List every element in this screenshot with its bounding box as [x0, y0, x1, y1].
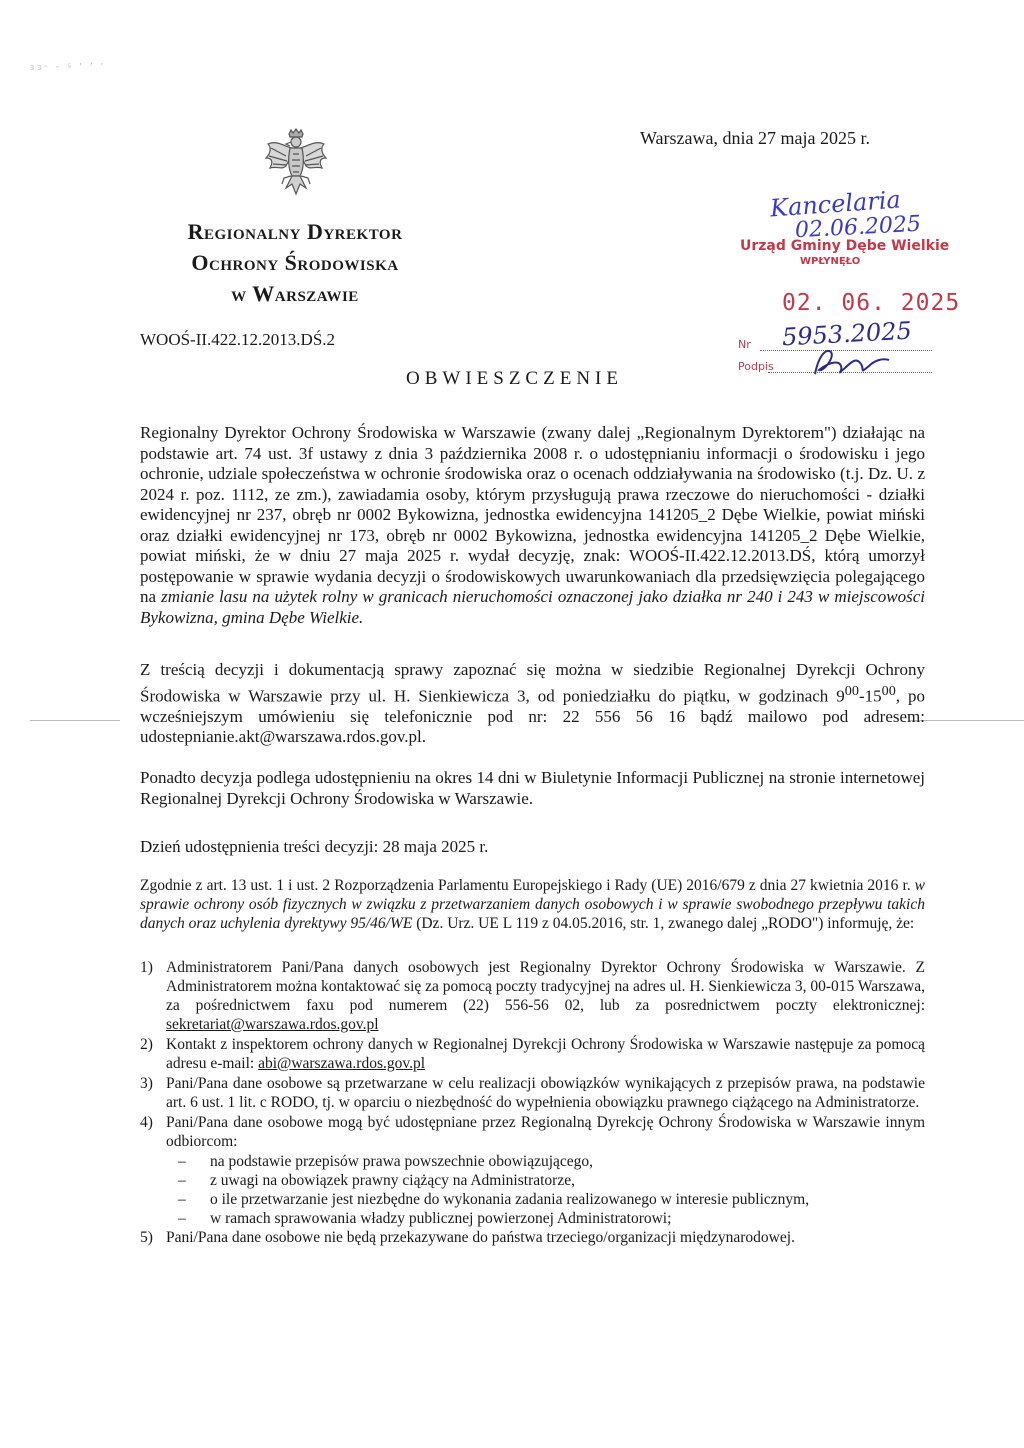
stamp-handwritten-chancellery: Kancelaria [769, 185, 902, 223]
notice-paragraph-bip: Ponadto decyzja podlega udostępnieniu na okres 14 dni w Biuletynie Informacji Publicznej na stronie internetowej Regionalnej Dyrekcji Ochrony Środowiska w Warszawie. [140, 768, 925, 808]
gdpr-subitem [140, 1190, 925, 1209]
gdpr-item-text: Kontakt z inspektorem ochrony danych w Regionalnej Dyrekcji Ochrony Środowiska w Warszawie następuje za pomocą adresu e-mail: [166, 1036, 925, 1072]
authority-line-2: Ochrony Środowiska [191, 250, 399, 275]
gdpr-item-number: 3) [140, 1075, 153, 1092]
dash-bullet: – [178, 1210, 186, 1227]
stamp-signature-label: Podpis [738, 360, 774, 373]
hours-separator: -15 [858, 686, 882, 706]
gdpr-item-text: Administratorem Pani/Pana danych osobowych jest Regionalny Dyrektor Ochrony Środowiska w Warszawie. Z Administratorem można kontaktować się za pomocą poczty tradycyjnej na adres ul. H. Sienkiewicza 3, 00-015 Warszawa, za pośrednictwem faxu pod numerem (22) 556-56 02, lub za posrednictwem poczty elektronicznej: [166, 959, 926, 1014]
gdpr-item-2 [140, 1035, 925, 1073]
stamp-date: 02. 06. 2025 [782, 290, 961, 316]
dpo-email-link[interactable]: abi@warszawa.rdos.gov.pl [258, 1055, 426, 1072]
gdpr-subitem-text: na podstawie przepisów prawa powszechnie obowiązującego, [210, 1153, 594, 1170]
stamp-number-value: 5953.2025 [781, 316, 913, 352]
gdpr-subitem [140, 1171, 925, 1190]
gdpr-item-4 [140, 1113, 925, 1151]
notice-paragraph-decision [140, 423, 925, 628]
notice-paragraph-publication-date: Dzień udostępnienia treści decyzji: 28 maja 2025 r. [140, 837, 489, 856]
stamp-number-label: Nr [738, 338, 751, 351]
gdpr-intro-start: Zgodnie z art. 13 ust. 1 i ust. 2 Rozporządzenia Parlamentu Europejskiego i Rady (UE) 2016/679 z dnia 27 kwietnia 2016 r. [140, 877, 915, 894]
dash-bullet: – [178, 1191, 186, 1208]
handwritten-signature [805, 344, 895, 382]
project-description: zmianie lasu na użytek rolny w granicach nieruchomości oznaczonej jako działka nr 240 i 243 w miejscowości Bykowizna, gmina Dębe Wielkie. [140, 587, 925, 627]
scan-specks: ɜɜ· ᵕ ⁵ ʹ ʹ ʹ [30, 62, 107, 73]
authority-line-3: w Warszawie [231, 281, 359, 306]
authority-line-1: Regionalny Dyrektor [187, 219, 403, 244]
stamp-office-name: Urząd Gminy Dębe Wielkie [740, 238, 950, 254]
gdpr-item-text: Pani/Pana dane osobowe są przetwarzane w celu realizacji obowiązków wynikających z przepisów prawa, na podstawie art. 6 ust. 1 lit. c RODO, tj. w oparciu o niezbędność do wypełnienia obowiązku prawnego ciążącego na Administratorze. [166, 1075, 925, 1111]
gdpr-intro [140, 876, 925, 933]
stamp-handwritten-date: 02.06.2025 [794, 211, 922, 244]
gdpr-item-text: Pani/Pana dane osobowe nie będą przekazywane do państwa trzeciego/organizacji międzynarodowej. [166, 1229, 795, 1246]
notice-paragraph-access [140, 660, 925, 748]
secretariat-email-link[interactable]: sekretariat@warszawa.rdos.gov.pl [166, 1016, 379, 1033]
gdpr-intro-end: (Dz. Urz. UE L 119 z 04.05.2016, str. 1, zwanego dalej „RODO") informuję, że: [412, 915, 915, 932]
dash-bullet: – [178, 1153, 186, 1170]
stamp-received-label: WPŁYNĘŁO [800, 256, 861, 267]
gdpr-list [140, 958, 925, 1248]
gdpr-subitem-text: o ile przetwarzanie jest niezbędne do wykonania zadania realizowanego w interesie publicznym, [210, 1191, 810, 1208]
gdpr-item-3 [140, 1074, 925, 1112]
hours-end-minutes: 00 [881, 682, 896, 699]
regulation-title: w sprawie ochrony osób fizycznych w związku z przetwarzaniem danych osobowych i w sprawie swobodnego przepływu takich danych oraz uchylenia dyrektywy 95/46/WE [140, 877, 925, 932]
hours-start-minutes: 00 [844, 682, 859, 699]
issuing-authority [130, 216, 460, 309]
gdpr-item-5 [140, 1228, 925, 1247]
gdpr-subitem [140, 1209, 925, 1228]
gdpr-item-number: 1) [140, 959, 153, 976]
gdpr-item-number: 5) [140, 1229, 153, 1246]
gdpr-subitem [140, 1152, 925, 1171]
gdpr-subitem-text: z uwagi na obowiązek prawny ciążący na Administratorze, [210, 1172, 575, 1189]
gdpr-subitem-text: w ramach sprawowania władzy publicznej powierzonej Administratorowi; [210, 1210, 672, 1227]
notice-paragraph-decision-text: Regionalny Dyrektor Ochrony Środowiska w Warszawie (zwany dalej „Regionalnym Dyrektorem") działając na podstawie art. 74 ust. 3f ustawy z dnia 3 października 2008 r. o udostępnianiu informacji o środowisku i jego ochronie, udziale społeczeństwa w ochronie środowiska oraz o ocenach oddziaływania na środowisko (t.j. Dz. U. z 2024 r. poz. 1112, ze zm.), zawiadamia osoby, którym przysługują prawa rzeczowe do nieruchomości - działki ewidencyjnej nr 237, obręb nr 0002 Bykowizna, jednostka ewidencyjna 141205_2 Dębe Wielkie, powiat miński oraz działki ewidencyjnej nr 173, obręb nr 0002 Bykowizna, jednostka ewidencyjna 141205_2 Dębe Wielkie, powiat miński, że w dniu 27 maja 2025 r. wydał decyzję, znak: WOOŚ-II.422.12.2013.DŚ, którą umorzył postępowanie w sprawie wydania decyzji o środowiskowych uwarunkowaniach dla przedsięwzięcia polegającego na [140, 423, 925, 606]
dash-bullet: – [178, 1172, 186, 1189]
access-text-end: , po wcześniejszym umówieniu się telefonicznie pod nr: 22 556 56 16 bądź mailowo pod adresem: udostepnianie.akt@warszawa.rdos.gov.pl. [140, 686, 925, 747]
gdpr-item-text: Pani/Pana dane osobowe mogą być udostępniane przez Regionalną Dyrekcję Ochrony Środowiska w Warszawie innym odbiorcom: [166, 1114, 925, 1150]
document-title: OBWIESZCZENIE [406, 368, 623, 389]
date-line: Warszawa, dnia 27 maja 2025 r. [640, 128, 870, 148]
gdpr-item-number: 4) [140, 1114, 153, 1131]
access-text-start: Z treścią decyzji i dokumentacją sprawy zapoznać się można w siedzibie Regionalnej Dyrekcji Ochrony Środowiska w Warszawie przy ul. H. Sienkiewicza 3, od poniedziałku do piątku, w godzinach 9 [140, 660, 925, 706]
gdpr-item-number: 2) [140, 1036, 153, 1053]
gdpr-item-1 [140, 958, 925, 1034]
polish-eagle-emblem-icon [262, 128, 330, 200]
case-reference: WOOŚ-II.422.12.2013.DŚ.2 [140, 330, 336, 349]
